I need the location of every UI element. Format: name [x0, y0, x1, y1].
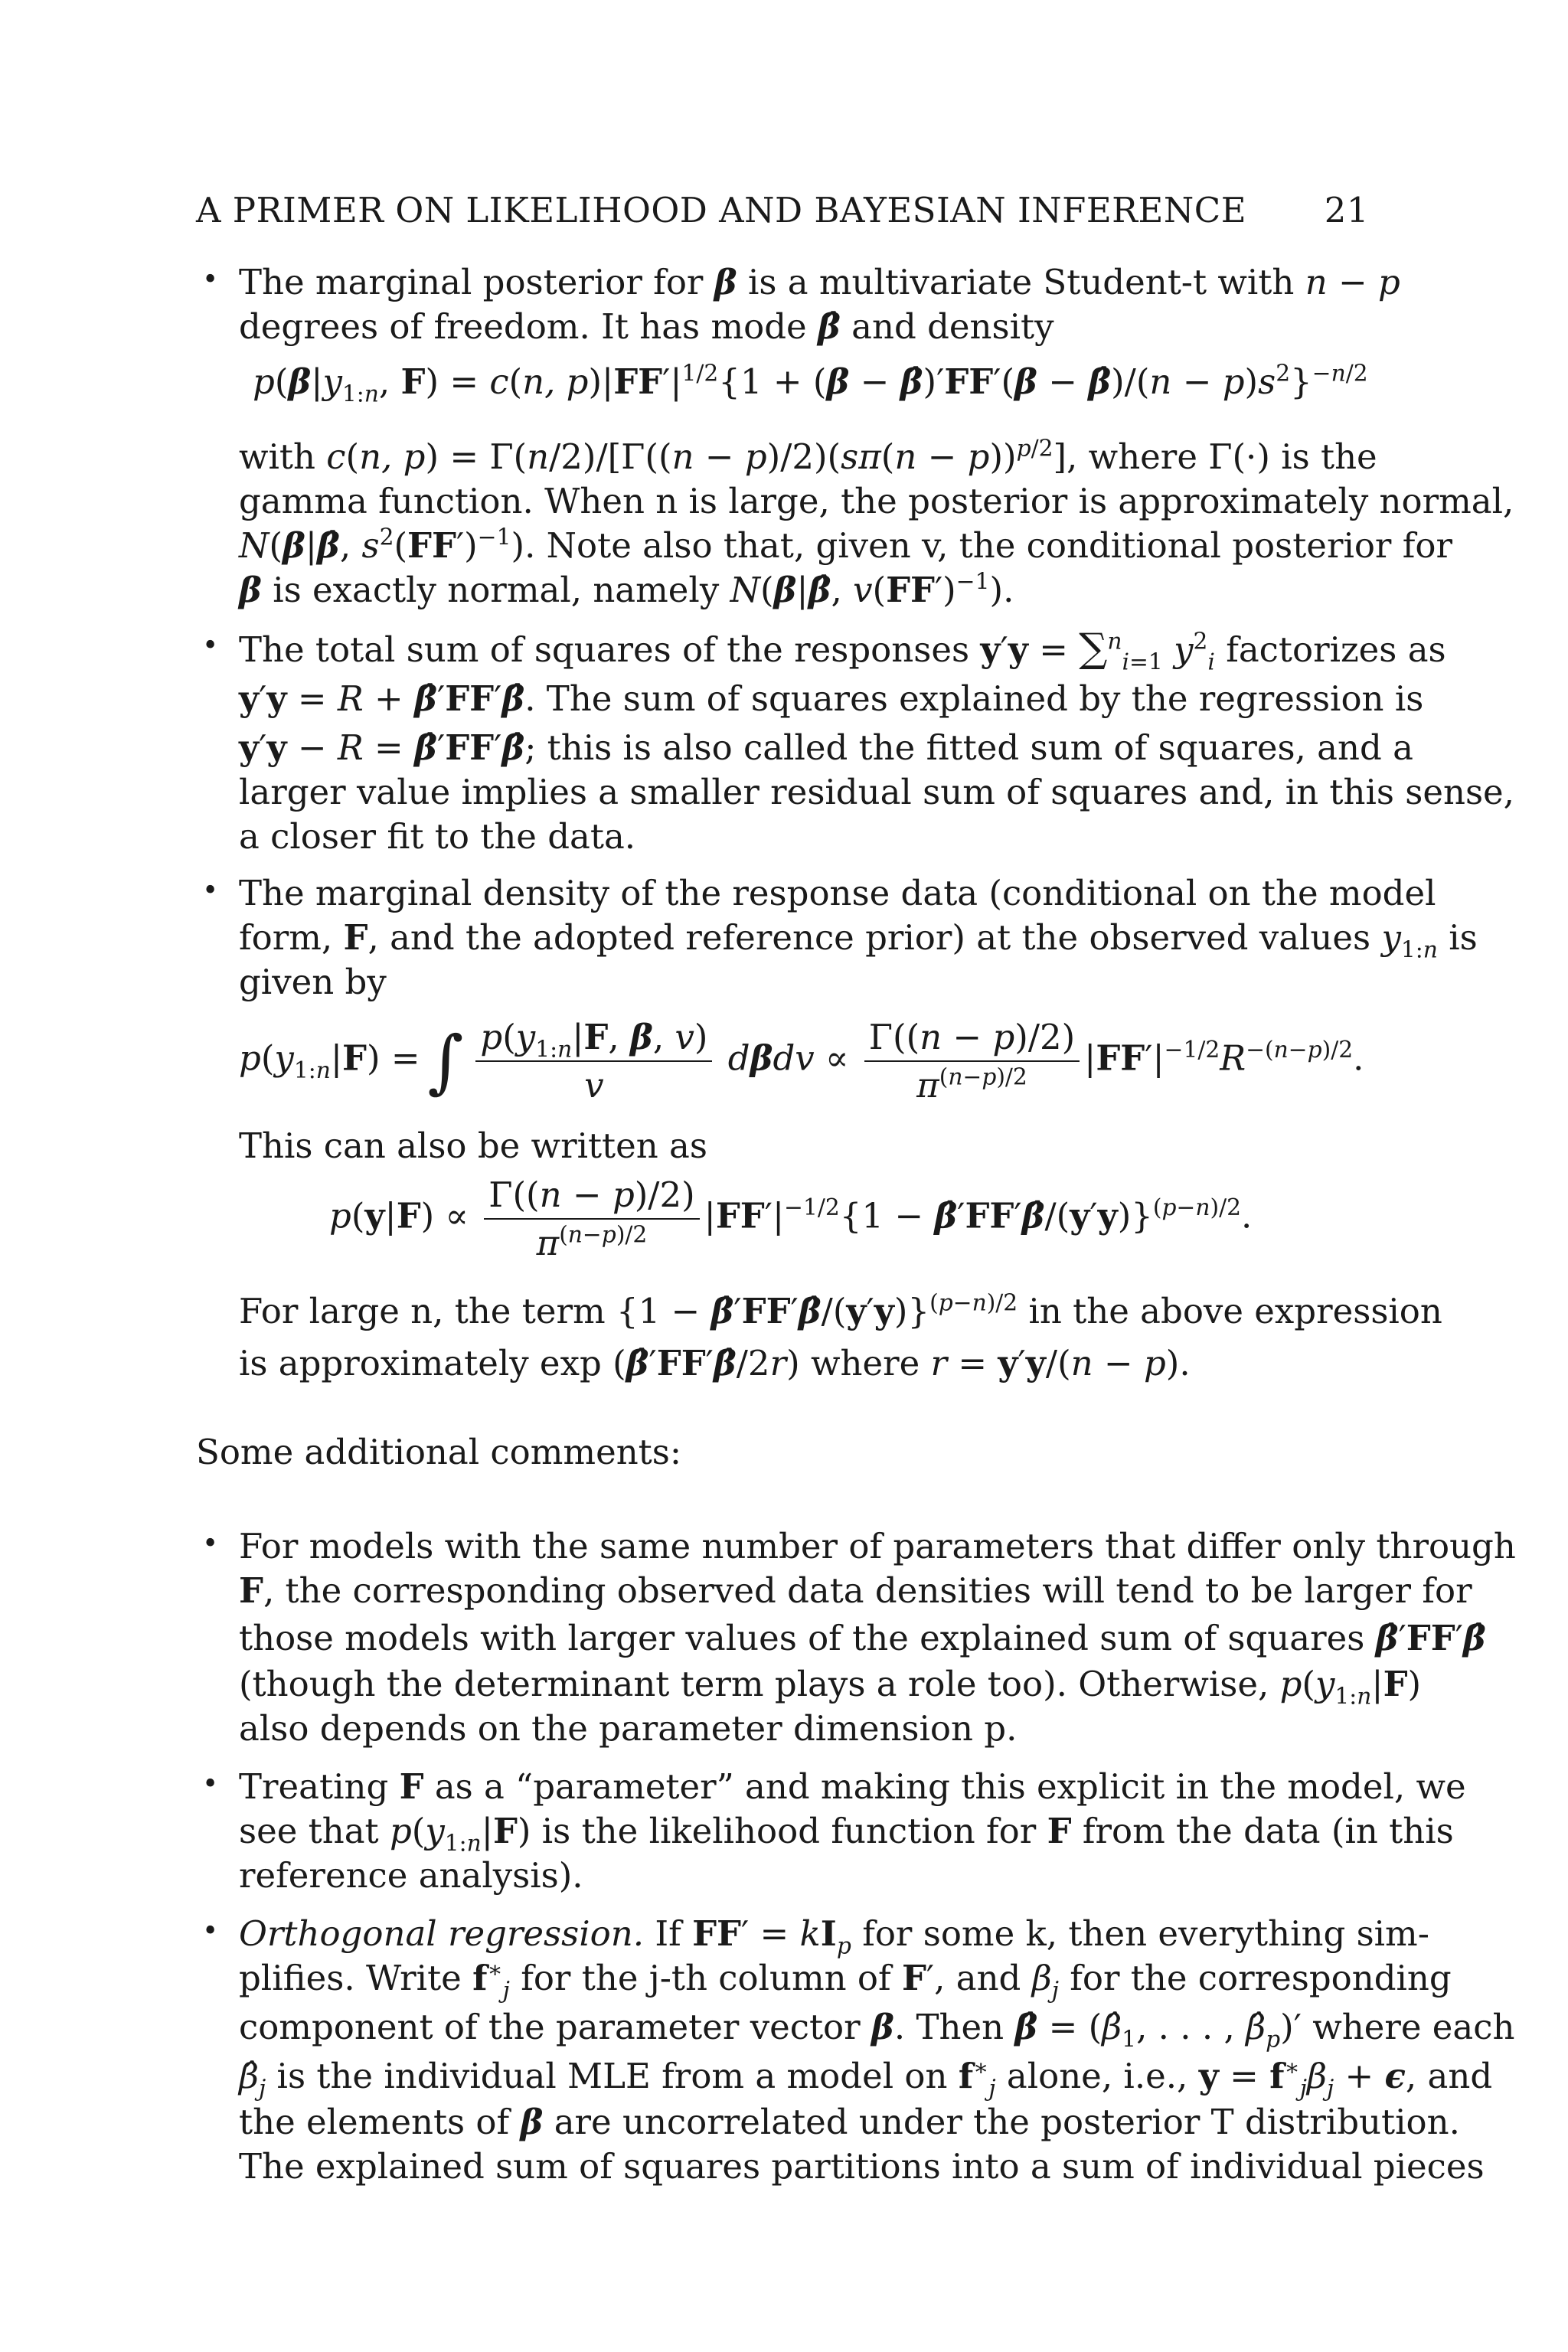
paragraph-line: larger value implies a smaller residual sum of squares and, in this sense, — [239, 772, 1514, 812]
running-head — [196, 190, 1369, 230]
paragraph-line: This can also be written as — [239, 1125, 707, 1166]
bullet: • — [202, 875, 219, 906]
equation-written-form: p(y|F) ∝ $\frac{\Gamma((n - p)/2)}{\pi^{(n-p)/2}}$ $|FF'|^{-1/2}\{1$ − β̂′FF′β̂/(y′y)}$^{(p-n)/2}$. — [329, 1174, 1253, 1263]
paragraph-line: β is exactly normal, namely N(β|β̂, $v(FF')^{-1}$). — [239, 568, 1014, 610]
paragraph-line: is approximately exp (β̂′FF′β̂/2r) where r = y′y/(n − p). — [239, 1343, 1191, 1383]
paragraph-line: given by — [239, 962, 387, 1002]
paragraph-line: those models with larger values of the explained sum of squares β̂′FF′β̂ — [239, 1618, 1486, 1658]
page-number: 21 — [1324, 190, 1369, 230]
paragraph-line: The marginal posterior for β is a multivariate Student-t with n − p — [239, 262, 1400, 302]
bullet: • — [202, 1769, 219, 1800]
bullet: • — [202, 630, 219, 662]
bullet: • — [202, 1528, 219, 1560]
paragraph-line: Orthogonal regression. If $FF' = kI_p$ for some k, then everything sim- — [239, 1913, 1429, 1960]
paragraph-line: gamma function. When n is large, the posterior is approximately normal, — [239, 481, 1514, 521]
bullet: • — [202, 1916, 219, 1947]
paragraph-line: For large n, the term {1 − β̂′FF′β̂/(y′y)}$^{(p-n)/2}$ in the above expression — [239, 1289, 1442, 1331]
equation-marginal-density: $p(y_{1:n}|F)$ = ∫ $\frac{p(y_{1:n}|F, \beta, v)}{v}$ dβdv ∝ $\frac{\Gamma((n - p)/2)}{\pi^{(n-p)/2}}$ $|FF'|^{-1/2}R^{-(n-p)/2}$. — [239, 1017, 1364, 1106]
paragraph-line: a closer fit to the data. — [239, 816, 636, 857]
paragraph-line: degrees of freedom. It has mode β̂ and density — [239, 306, 1054, 347]
paragraph-line: y′y = R + β̂′FF′β̂. The sum of squares explained by the regression is — [239, 678, 1424, 719]
paragraph-line: Treating F as a “parameter” and making this explicit in the model, we — [239, 1766, 1466, 1807]
running-head-title: A PRIMER ON LIKELIHOOD AND BAYESIAN INFERENCE — [196, 190, 1247, 230]
orthogonal-regression-heading: Orthogonal regression. — [239, 1913, 645, 1954]
equation-posterior-density: $p(\beta|y_{1:n}$, F) = c(n, $p)|FF'|^{1/2}\{1 + (\beta$ − β̂)′FF′(β − β̂)/(n − $p)s^2\}^{-n/2}$ — [253, 360, 1368, 408]
paragraph-line: form, F, and the adopted reference prior) at the observed values $y_{1:n}$ is — [239, 917, 1478, 964]
paragraph-line: The explained sum of squares partitions into a sum of individual pieces — [239, 2146, 1485, 2187]
paragraph-line: $\betâ_j$ is the individual MLE from a model on $f^∗_j$ alone, i.e., $y = f^∗_j\beta_j + \epsilon$, and — [239, 2054, 1493, 2102]
paragraph-line: plifies. Write $f^∗_j$ for the j-th column of F′, and $\beta_j$ for the corresponding — [239, 1956, 1452, 2004]
paragraph-line: The marginal density of the response data (conditional on the model — [239, 873, 1436, 913]
paragraph-line: with c(n, $p) = \Gamma(n/2)/[\Gamma((n - p)/2)(s\pi(n - p))^{p/2}]$, where Γ(·) is the — [239, 435, 1377, 477]
paragraph-line: F, the corresponding observed data densities will tend to be larger for — [239, 1570, 1472, 1611]
paragraph-line: also depends on the parameter dimension p. — [239, 1708, 1018, 1749]
paragraph-line: For models with the same number of parameters that differ only through — [239, 1526, 1516, 1566]
paragraph-line: N(β|β̂, $s^2(FF')^{-1}$). Note also that, given v, the conditional posterior for — [239, 524, 1453, 566]
section-intro: Some additional comments: — [196, 1432, 682, 1472]
paragraph-line: reference analysis). — [239, 1855, 583, 1896]
paragraph-line: y′y − R = β̂′FF′β̂; this is also called the fitted sum of squares, and a — [239, 727, 1413, 768]
bullet: • — [202, 264, 219, 296]
paragraph-line: (though the determinant term plays a role too). Otherwise, $p(y_{1:n}|F)$ — [239, 1664, 1422, 1710]
paragraph-line: component of the parameter vector β. Then β̂ = ($\betâ_1$, . . . , $\betâ_p)'$ where each — [239, 2007, 1515, 2053]
paragraph-line: the elements of β are uncorrelated under the posterior T distribution. — [239, 2102, 1460, 2142]
paragraph-line: see that $p(y_{1:n}|F)$ is the likelihood function for F from the data (in this — [239, 1811, 1454, 1857]
paragraph-line: The total sum of squares of the responses y′y = ∑$^n_{i=1}$ $y^2_i$ factorizes as — [239, 626, 1446, 676]
